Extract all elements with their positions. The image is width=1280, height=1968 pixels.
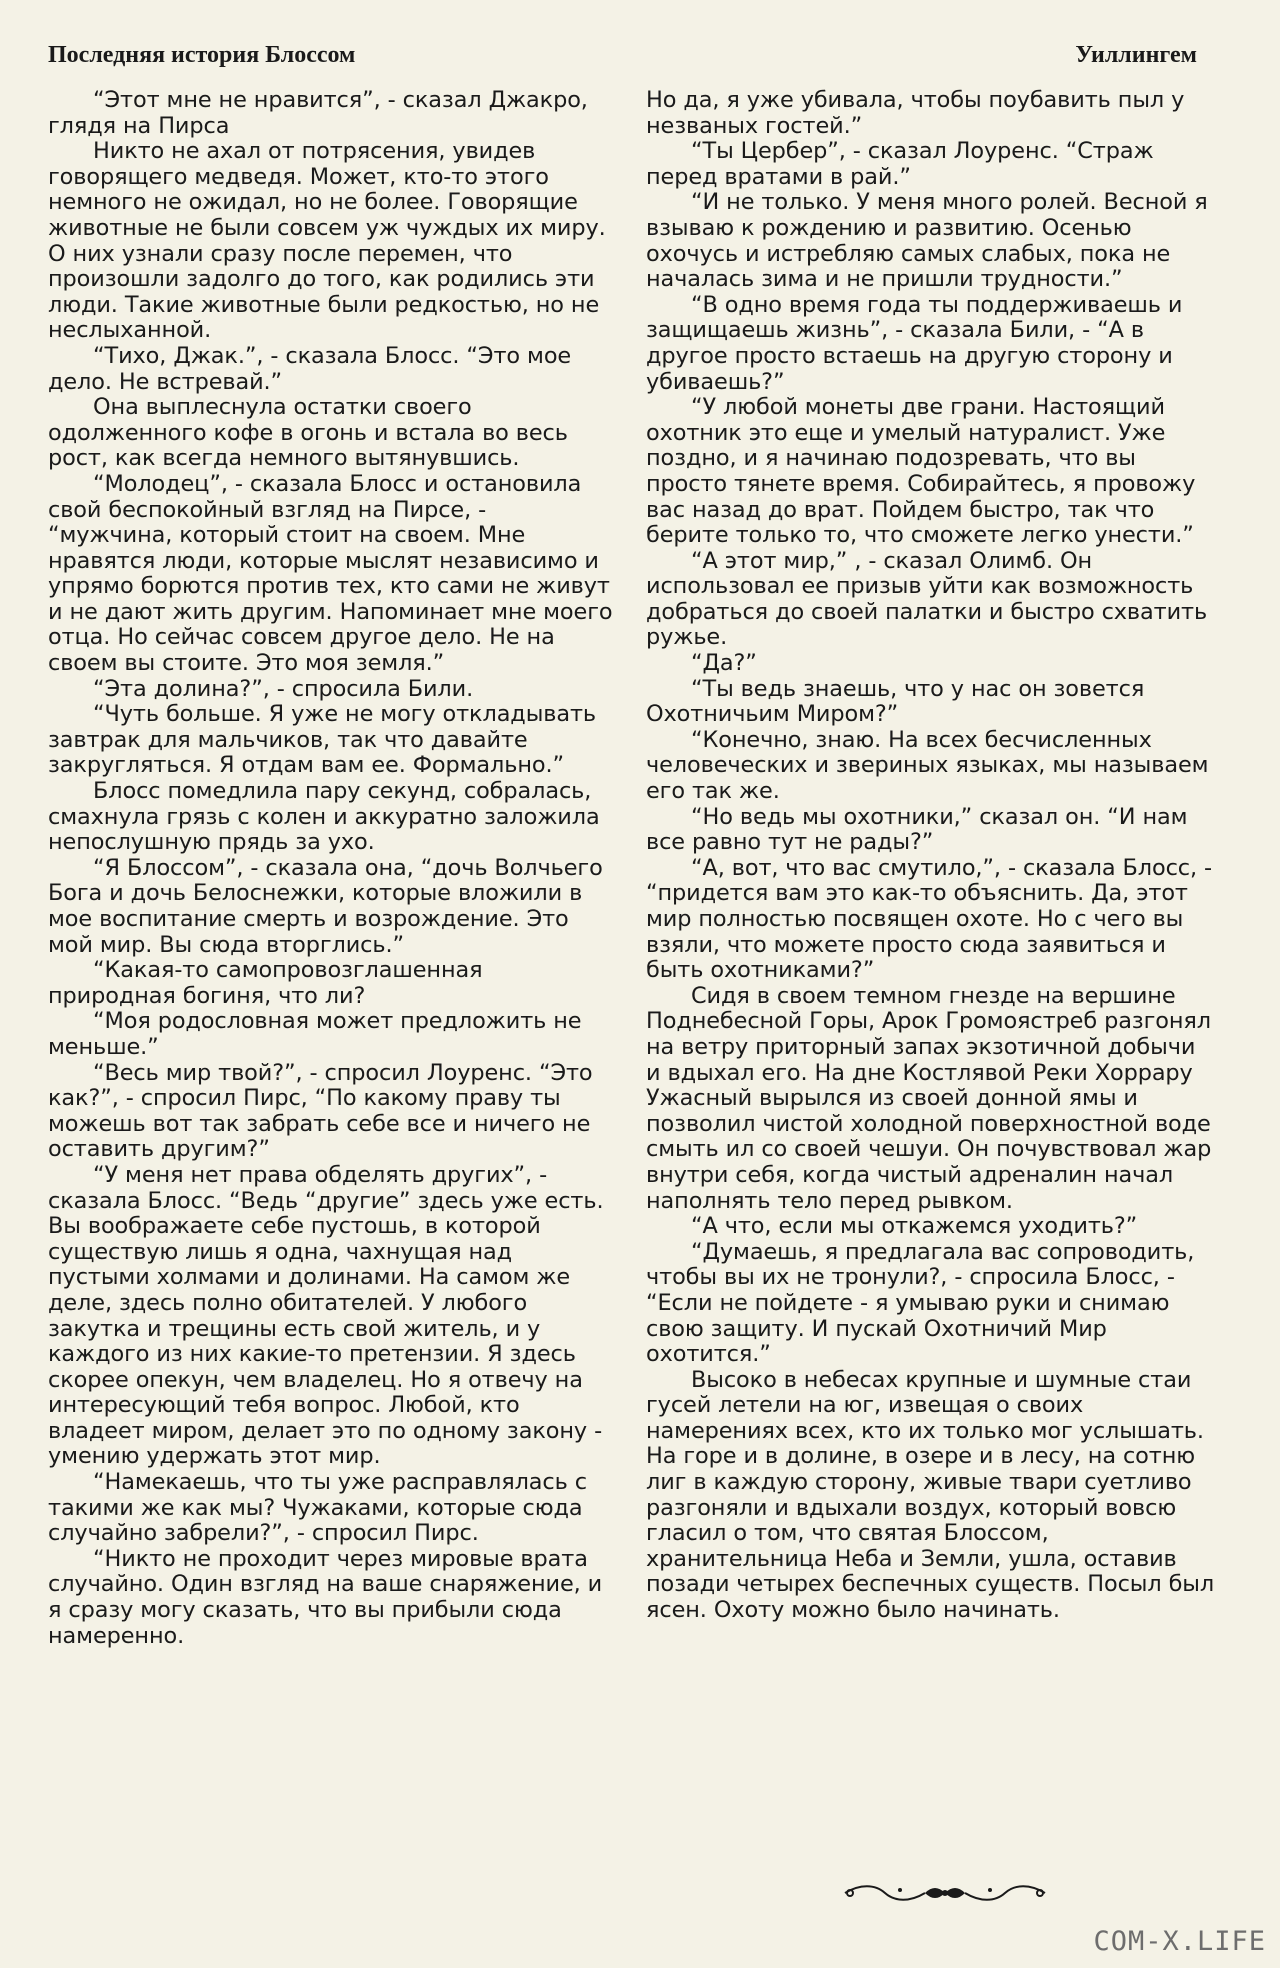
paragraph: “Какая-то самопровозглашенная природная богиня, что ли?: [48, 957, 483, 1009]
paragraph: Сидя в своем темном гнезде на вершине Поднебесной Горы, Арок Громоястреб разгонял на ветру приторный запах экзотичной добычи и вдыхал его. На дне Костлявой Реки Хоррару Ужасный вырылся из своей донной ямы и позволил чистой холодной поверхностной воде смыть ил со своей чешуи. Он почувствовал жар внутри себя, когда чистый адреналин начал наполнять тело перед рывком.: [646, 982, 1212, 1214]
paragraph: “Ты ведь знаешь, что у нас он зовется Охотничьим Миром?”: [646, 675, 1145, 728]
paragraph: “И не только. У меня много ролей. Весной я взываю к рождению и развитию. Осенью охочусь и истребляю самых слабых, пока не началась зима и не пришли трудности.”: [646, 189, 1208, 293]
paragraph: “Тихо, Джак.”, - сказала Блосс. “Это мое дело. Не встревай.”: [48, 342, 572, 395]
paragraph: “А, вот, что вас смутило,”, - сказала Блосс, - “придется вам это как-то объяснить. Да, этот мир полностью посвящен охоте. Но с чего вы взяли, что можете просто сюда заявиться и быть охотниками?”: [646, 854, 1213, 984]
paragraph: “Ты Цербер”, - сказал Лоуренс. “Страж перед вратами в рай.”: [646, 138, 1154, 190]
paragraph: “У любой монеты две грани. Настоящий охотник это еще и умелый натуралист. Уже поздно, и я начинаю подозревать, что вы просто тянете время. Собирайтесь, я провожу вас назад до врат. Пойдем быстро, так что берите только то, что сможете легко унести.”: [646, 394, 1196, 549]
paragraph: “Эта долина?”, - спросила Били.: [93, 675, 474, 702]
author-name: Уиллингем: [1075, 42, 1197, 68]
paragraph: Она выплеснула остатки своего одолженного кофе в огонь и встала во весь рост, как всегда немного вытянувшись.: [48, 394, 568, 472]
right-text-column: [646, 88, 1216, 1624]
paragraph: “Этот мне не нравится”, - сказал Джакро, глядя на Пирса: [48, 87, 588, 139]
page-header: [48, 42, 1197, 69]
paragraph: “А что, если мы откажемся уходить?”: [691, 1213, 1138, 1240]
watermark: COM-X.LIFE: [1093, 1926, 1266, 1957]
paragraph: “Конечно, знаю. На всех бесчисленных человеческих и звериных языках, мы называем его так же.: [646, 726, 1209, 805]
left-text-column: [48, 88, 615, 1649]
paragraph: “А этот мир,” , - сказал Олимб. Он использовал ее призыв уйти как возможность добраться до своей палатки и быстро схватить ружье.: [646, 547, 1208, 651]
paragraph: Высоко в небесах крупные и шумные стаи гусей летели на юг, извещая о своих намерениях всех, кто их только мог услышать. На горе и в долине, в озере и в лесу, на сотню лиг в каждую сторону, живые твари суетливо разгоняли и вдыхали воздух, который вовсю гласил о том, что святая Блоссом, хранительница Неба и Земли, ушла, оставив позади четырех беспечных существ. Посыл был ясен. Охоту можно было начинать.: [646, 1366, 1215, 1624]
paragraph: “Да?”: [691, 650, 757, 677]
paragraph: “Чуть больше. Я уже не могу откладывать завтрак для мальчиков, так что давайте закругляться. Я отдам вам ее. Формально.”: [48, 701, 597, 779]
paragraph: “Но ведь мы охотники,” сказал он. “И нам все равно тут не рады?”: [646, 803, 1188, 856]
paragraph: “У меня нет права обделять других”, - сказала Блосс. “Ведь “другие” здесь уже есть. Вы воображаете себе пустошь, в которой существую лишь я одна, чахнущая над пустыми холмами и долинами. На самом же деле, здесь полно обитателей. У любого закутка и трещины есть свой житель, и у каждого из них какие-то претензии. Я здесь скорее опекун, чем владелец. Но я отвечу на интересующий тебя вопрос. Любой, кто владеет миром, делает это по одному закону - умению удержать этот мир.: [48, 1161, 604, 1470]
paragraph: “Я Блоссом”, - сказала она, “дочь Волчьего Бога и дочь Белоснежки, которые вложили в мое воспитание смерть и возрождение. Это мой мир. Вы сюда вторглись.”: [48, 854, 603, 958]
story-title: Последняя история Блоссом: [48, 42, 356, 68]
paragraph: “В одно время года ты поддерживаешь и защищаешь жизнь”, - сказала Били, - “А в другое просто встаешь на другую сторону и убиваешь?”: [646, 291, 1183, 395]
paragraph: “Весь мир твой?”, - спросил Лоуренс. “Это как?”, - спросил Пирс, “По какому праву ты можешь вот так забрать себе все и ничего не оставить другим?”: [48, 1059, 593, 1163]
paragraph: “Никто не проходит через мировые врата случайно. Один взгляд на ваше снаряжение, и я сразу могу сказать, что вы прибыли сюда намеренно.: [48, 1545, 603, 1649]
paragraph: Никто не ахал от потрясения, увидев говорящего медведя. Может, кто-то этого немного не ожидал, но не более. Говорящие животные не были совсем уж чуждых их миру. О них узнали сразу после перемен, что произошли задолго до того, как родились эти люди. Такие животные были редкостью, но не неслыханной.: [48, 138, 606, 344]
scroll-flourish-icon: [840, 1880, 1050, 1906]
paragraph: “Думаешь, я предлагала вас сопроводить, чтобы вы их не тронули?, - спросила Блосс, - “Если не пойдете - я умываю руки и снимаю свою защиту. И пускай Охотничий Мир охотится.”: [646, 1238, 1195, 1368]
paragraph: “Моя родословная может предложить не меньше.”: [48, 1008, 582, 1060]
paragraph: Блосс помедлила пару секунд, собралась, смахнула грязь с колен и аккуратно заложила непослушную прядь за ухо.: [48, 778, 600, 856]
paragraph: “Молодец”, - сказала Блосс и остановила свой беспокойный взгляд на Пирсе, - “мужчина, который стоит на своем. Мне нравятся люди, которые мыслят независимо и упрямо борются против тех, кто сами не живут и не дают жить другим. Напоминает мне моего отца. Но сейчас совсем другое дело. Не на своем вы стоите. Это моя земля.”: [48, 470, 613, 677]
paragraph: “Намекаешь, что ты уже расправлялась с такими же как мы? Чужаками, которые сюда случайно забрели?”, - спросил Пирс.: [48, 1469, 587, 1547]
paragraph: Но да, я уже убивала, чтобы поубавить пыл у незваных гостей.”: [646, 87, 1185, 139]
